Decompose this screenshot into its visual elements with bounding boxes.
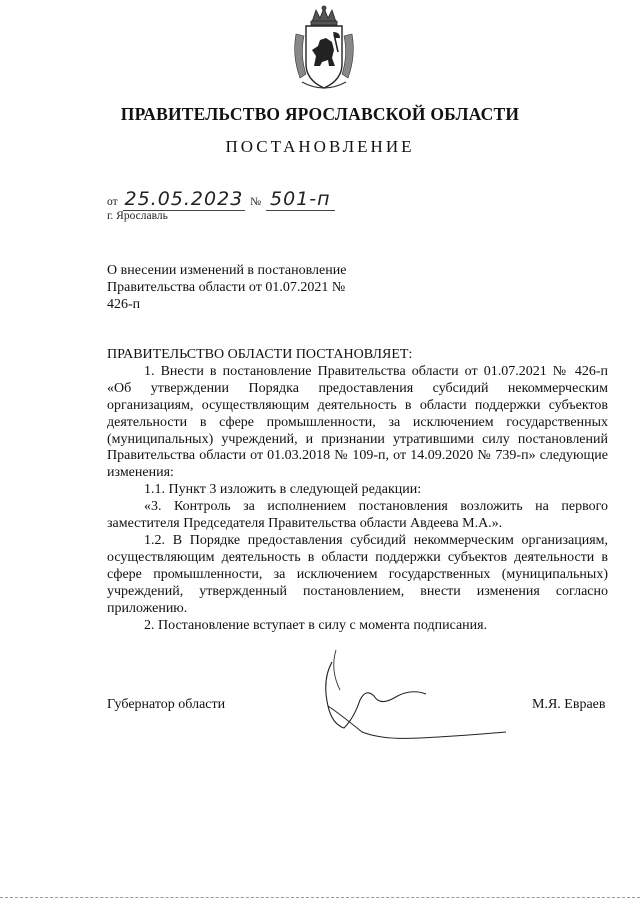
organization-title: ПРАВИТЕЛЬСТВО ЯРОСЛАВСКОЙ ОБЛАСТИ xyxy=(120,104,520,124)
paragraph-1: 1. Внести в постановление Правительства области от 01.07.2021 № 426-п «Об утверждении Порядка предоставления субсидий некоммерческим организациям, осуществляющим деятельность в области поддержки субъектов деятельности в сфере промышленности, за исключением государственных (муниципальных) учреждений, и признании утратившими силу постановлений Правительства области от 01.03.2018 № 109-п, от 14.09.2020 № 739-п» следующие изменения: xyxy=(107,363,608,481)
coat-of-arms-emblem xyxy=(288,4,360,92)
paragraph-1-2: 1.2. В Порядке предоставления субсидий некоммерческим организациям, осуществляющим деятельность в области поддержки субъектов деятельности в сфере промышленности, за исключением государственных (муниципальных) учреждений, утвержденный постановлением, внести изменения согласно приложению. xyxy=(107,532,608,616)
handwritten-date: 25.05.2023 xyxy=(124,188,244,210)
signatory-name: М.Я. Евраев xyxy=(532,697,606,712)
document-body xyxy=(107,347,608,634)
document-type-title: ПОСТАНОВЛЕНИЕ xyxy=(225,137,415,156)
document-subject: О внесении изменений в постановление Правительства области от 01.07.2021 № 426-п xyxy=(107,263,347,312)
bottom-dashed-line xyxy=(0,897,640,898)
paragraph-1-1: 1.1. Пункт 3 изложить в следующей редакции: xyxy=(144,482,422,498)
handwritten-signature xyxy=(270,640,510,755)
document-date-number xyxy=(107,188,335,211)
signatory-position: Губернатор области xyxy=(107,697,226,712)
decree-statement: ПРАВИТЕЛЬСТВО ОБЛАСТИ ПОСТАНОВЛЯЕТ: xyxy=(107,347,413,362)
city-label: г. Ярославль xyxy=(107,210,168,222)
paragraph-2: 2. Постановление вступает в силу с момента подписания. xyxy=(144,617,488,633)
date-prefix: от xyxy=(107,196,118,208)
handwritten-number: 501-п xyxy=(266,188,335,211)
paragraph-1-1-text: «3. Контроль за исполнением постановления возложить на первого заместителя Председателя Правительства области Авдеева М.А.». xyxy=(107,499,608,532)
number-prefix: № xyxy=(250,196,262,208)
